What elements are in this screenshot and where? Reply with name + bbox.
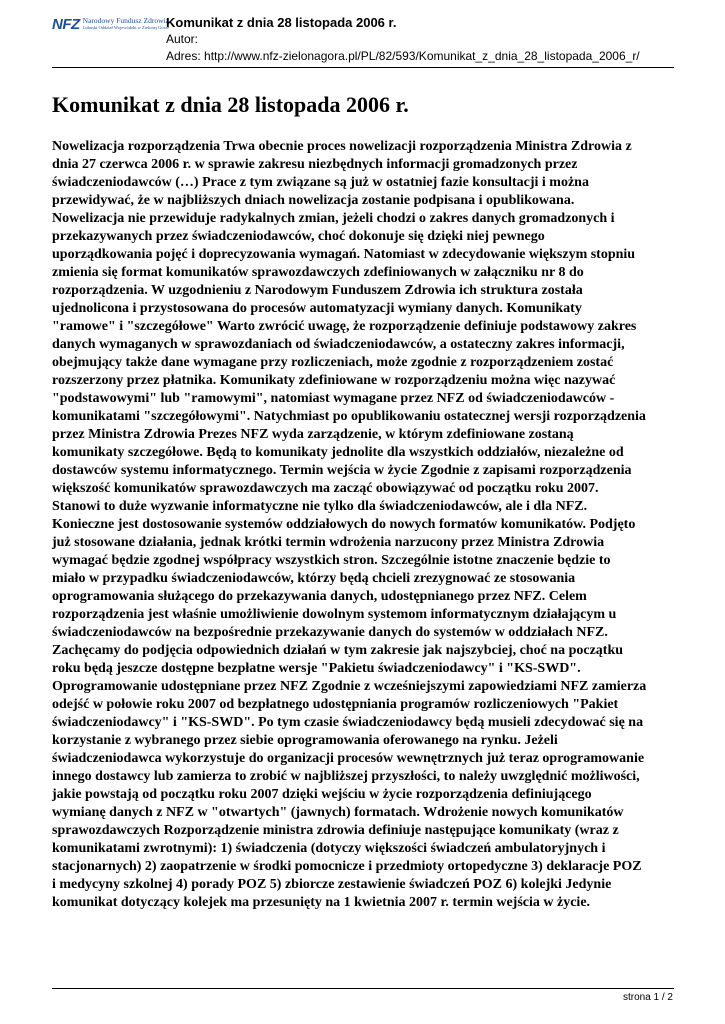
page-number: strona 1 / 2 xyxy=(622,992,673,1003)
body-line: świadczeniodawców na bezpośrednie przekazywanie danych do systemów w oddziałach NFZ. xyxy=(52,625,608,640)
body-line: Nowelizacja nie przewiduje radykalnych zmian, jeżeli chodzi o zakres danych gromadzonych i xyxy=(52,211,615,226)
body-line: świadczeniodawca wykorzystuje do organizacji procesów wewnętrznych już teraz oprogramowanie xyxy=(52,751,645,766)
body-line: stacjonarnych) 2) zaopatrzenie w środki pomocnicze i przedmioty ortopedyczne 3) deklaracje POZ xyxy=(52,859,642,874)
body-line: danych wymaganych w sprawozdaniach od świadczeniodawców, a ostateczny zakres informacji, xyxy=(52,337,625,352)
body-line: ujednolicona i przystosowana do procesów automatyzacji wymiany danych. Komunikaty xyxy=(52,301,582,316)
logo-line-2: Lubuski Oddział Wojewódzki w Zielonej Górze xyxy=(82,25,170,30)
body-line: komunikat dotyczący kolejek ma przesunięty na 1 kwietnia 2007 r. termin wejścia w życie. xyxy=(52,895,591,910)
body-line: Stanowi to duże wyzwanie informatyczne nie tylko dla świadczeniodawców, ale i dla NFZ. xyxy=(52,499,588,514)
body-line: świadczeniodawcy" i "KS-SWD". Po tym czasie świadczeniodawcy będą musieli zdecydować się na xyxy=(52,715,644,730)
body-line: innego dostawcy lub zamierza to zrobić w najbliższej przyszłości, to należy uwzględnić możliwości, xyxy=(52,769,640,784)
header-title: Komunikat z dnia 28 listopada 2006 r. xyxy=(166,15,397,30)
logo-line-1: Narodowy Fundusz Zdrowia xyxy=(82,16,169,25)
body-line: przez Ministra Zdrowia Prezes NFZ wyda zarządzenie, w którym zdefiniowane zostaną xyxy=(52,427,574,442)
body-line: zmienia się format komunikatów sprawozdawczych zdefiniowanych w załączniku nr 8 do xyxy=(52,265,584,280)
body-line: rozporządzenia. W uzgodnieniu z Narodowym Funduszem Zdrowia ich struktura została xyxy=(52,283,583,298)
body-line: komunikaty szczegółowe. Będą to komunikaty jednolite dla wszystkich oddziałów, niezależne od xyxy=(52,445,624,460)
body-line: Konieczne jest dostosowanie systemów oddziałowych do nowych formatów komunikatów. Podjęto xyxy=(52,517,636,532)
body-line: wymianę danych z NFZ w "otwartych" (jawnych) formatach. Wdrożenie nowych komunikatów xyxy=(52,805,624,820)
body-line: dostawców systemu informatycznego. Termin wejścia w życie Zgodnie z zapisami rozporządzenia xyxy=(52,463,632,478)
document-body xyxy=(52,138,674,912)
header-author: Autor: xyxy=(166,32,199,46)
header-address: Adres: http://www.nfz-zielonagora.pl/PL/82/593/Komunikat_z_dnia_28_listopada_2006_r/ xyxy=(166,49,640,63)
body-line: "podstawowymi" lub "ramowymi", natomiast wymagane przez NFZ od świadczeniodawców - xyxy=(52,391,615,406)
nfz-logo xyxy=(52,12,170,36)
logo-mark: NFZ xyxy=(52,15,80,33)
body-line: już stosowane działania, jednak krótki termin wdrożenia narzucony przez Ministra Zdrowia xyxy=(52,535,605,550)
header-info xyxy=(166,14,640,65)
header-divider xyxy=(52,67,674,68)
body-line: uporządkowania pojęć i doprecyzowania wymagań. Natomiast w zdecydowanie większym stopniu xyxy=(52,247,636,262)
body-line: komunikatami zwrotnymi): 1) świadczenia (dotyczy większości świadczeń ambulatoryjnych i xyxy=(52,841,606,856)
body-line: i medycyny szkolnej 4) porady POZ 5) zbiorcze zestawienie świadczeń POZ 6) kolejki Jedynie xyxy=(52,877,612,892)
body-line: Oprogramowanie udostępniane przez NFZ Zgodnie z wcześniejszymi zapowiedziami NFZ zamierza xyxy=(52,679,647,694)
body-line: dnia 27 czerwca 2006 r. w sprawie zakresu niezbędnych informacji gromadzonych przez xyxy=(52,157,578,172)
footer-divider xyxy=(52,988,674,989)
document-title: Komunikat z dnia 28 listopada 2006 r. xyxy=(52,92,409,117)
body-line: sprawozdawczych Rozporządzenie ministra zdrowia definiuje następujące komunikaty (wraz z xyxy=(52,823,619,838)
body-line: świadczeniodawców (…) Prace z tym związane są już w ostatniej fazie konsultacji i można xyxy=(52,175,589,190)
body-line: większość komunikatów sprawozdawczych ma zacząć obowiązywać od początku roku 2007. xyxy=(52,481,599,496)
body-line: "ramowe" i "szczegółowe" Warto zwrócić uwagę, że rozporządzenie definiuje podstawowy zakres xyxy=(52,319,637,334)
body-line: Zachęcamy do podjęcia odpowiednich działań w tym zakresie jak najszybciej, choć na początku xyxy=(52,643,624,658)
page-header xyxy=(52,10,674,68)
body-line: rozszerzony przez płatnika. Komunikaty zdefiniowane w rozporządzeniu można więc nazywać xyxy=(52,373,616,388)
body-line: korzystanie z wybranego przez siebie oprogramowania oferowanego na rynku. Jeżeli xyxy=(52,733,558,748)
body-line: przekazywanych przez świadczeniodawców, choć dokonuje się dzięki niej pewnego xyxy=(52,229,545,244)
body-line: roku będą jeszcze dostępne bezpłatne wersje "Pakietu świadczeniodawcy" i "KS-SWD". xyxy=(52,661,581,676)
body-line: komunikatami "szczegółowymi". Natychmiast po opublikowaniu ostatecznej wersji rozporządzenia xyxy=(52,409,646,424)
body-line: wymagać będzie zgodnej współpracy wszystkich stron. Szczególnie istotne znaczenie będzie to xyxy=(52,553,611,568)
body-line: Nowelizacja rozporządzenia Trwa obecnie proces nowelizacji rozporządzenia Ministra Zdrowia z xyxy=(52,139,632,154)
body-line: oprogramowania służącego do przekazywania danych, udostępnianego przez NFZ. Celem xyxy=(52,589,587,604)
body-line: rozporządzenia jest właśnie umożliwienie dowolnym systemom informatycznym działającym u xyxy=(52,607,617,622)
body-line: miało w przypadku świadczeniodawców, którzy będą chcieli zrezygnować ze stosowania xyxy=(52,571,576,586)
body-line: obejmujący także dane wymagane przy rozliczeniach, może zgodnie z rozporządzeniem zostać xyxy=(52,355,614,370)
body-line: odejść w połowie roku 2007 od bezpłatnego udostępniania programów rozliczeniowych "Pakiet xyxy=(52,697,619,712)
body-line: przewidywać, że w najbliższych dniach nowelizacja zostanie podpisana i opublikowana. xyxy=(52,193,575,208)
body-line: jakie powstają od początku roku 2007 dzięki wejściu w życie rozporządzenia definiującego xyxy=(52,787,592,802)
logo-text xyxy=(83,17,169,31)
